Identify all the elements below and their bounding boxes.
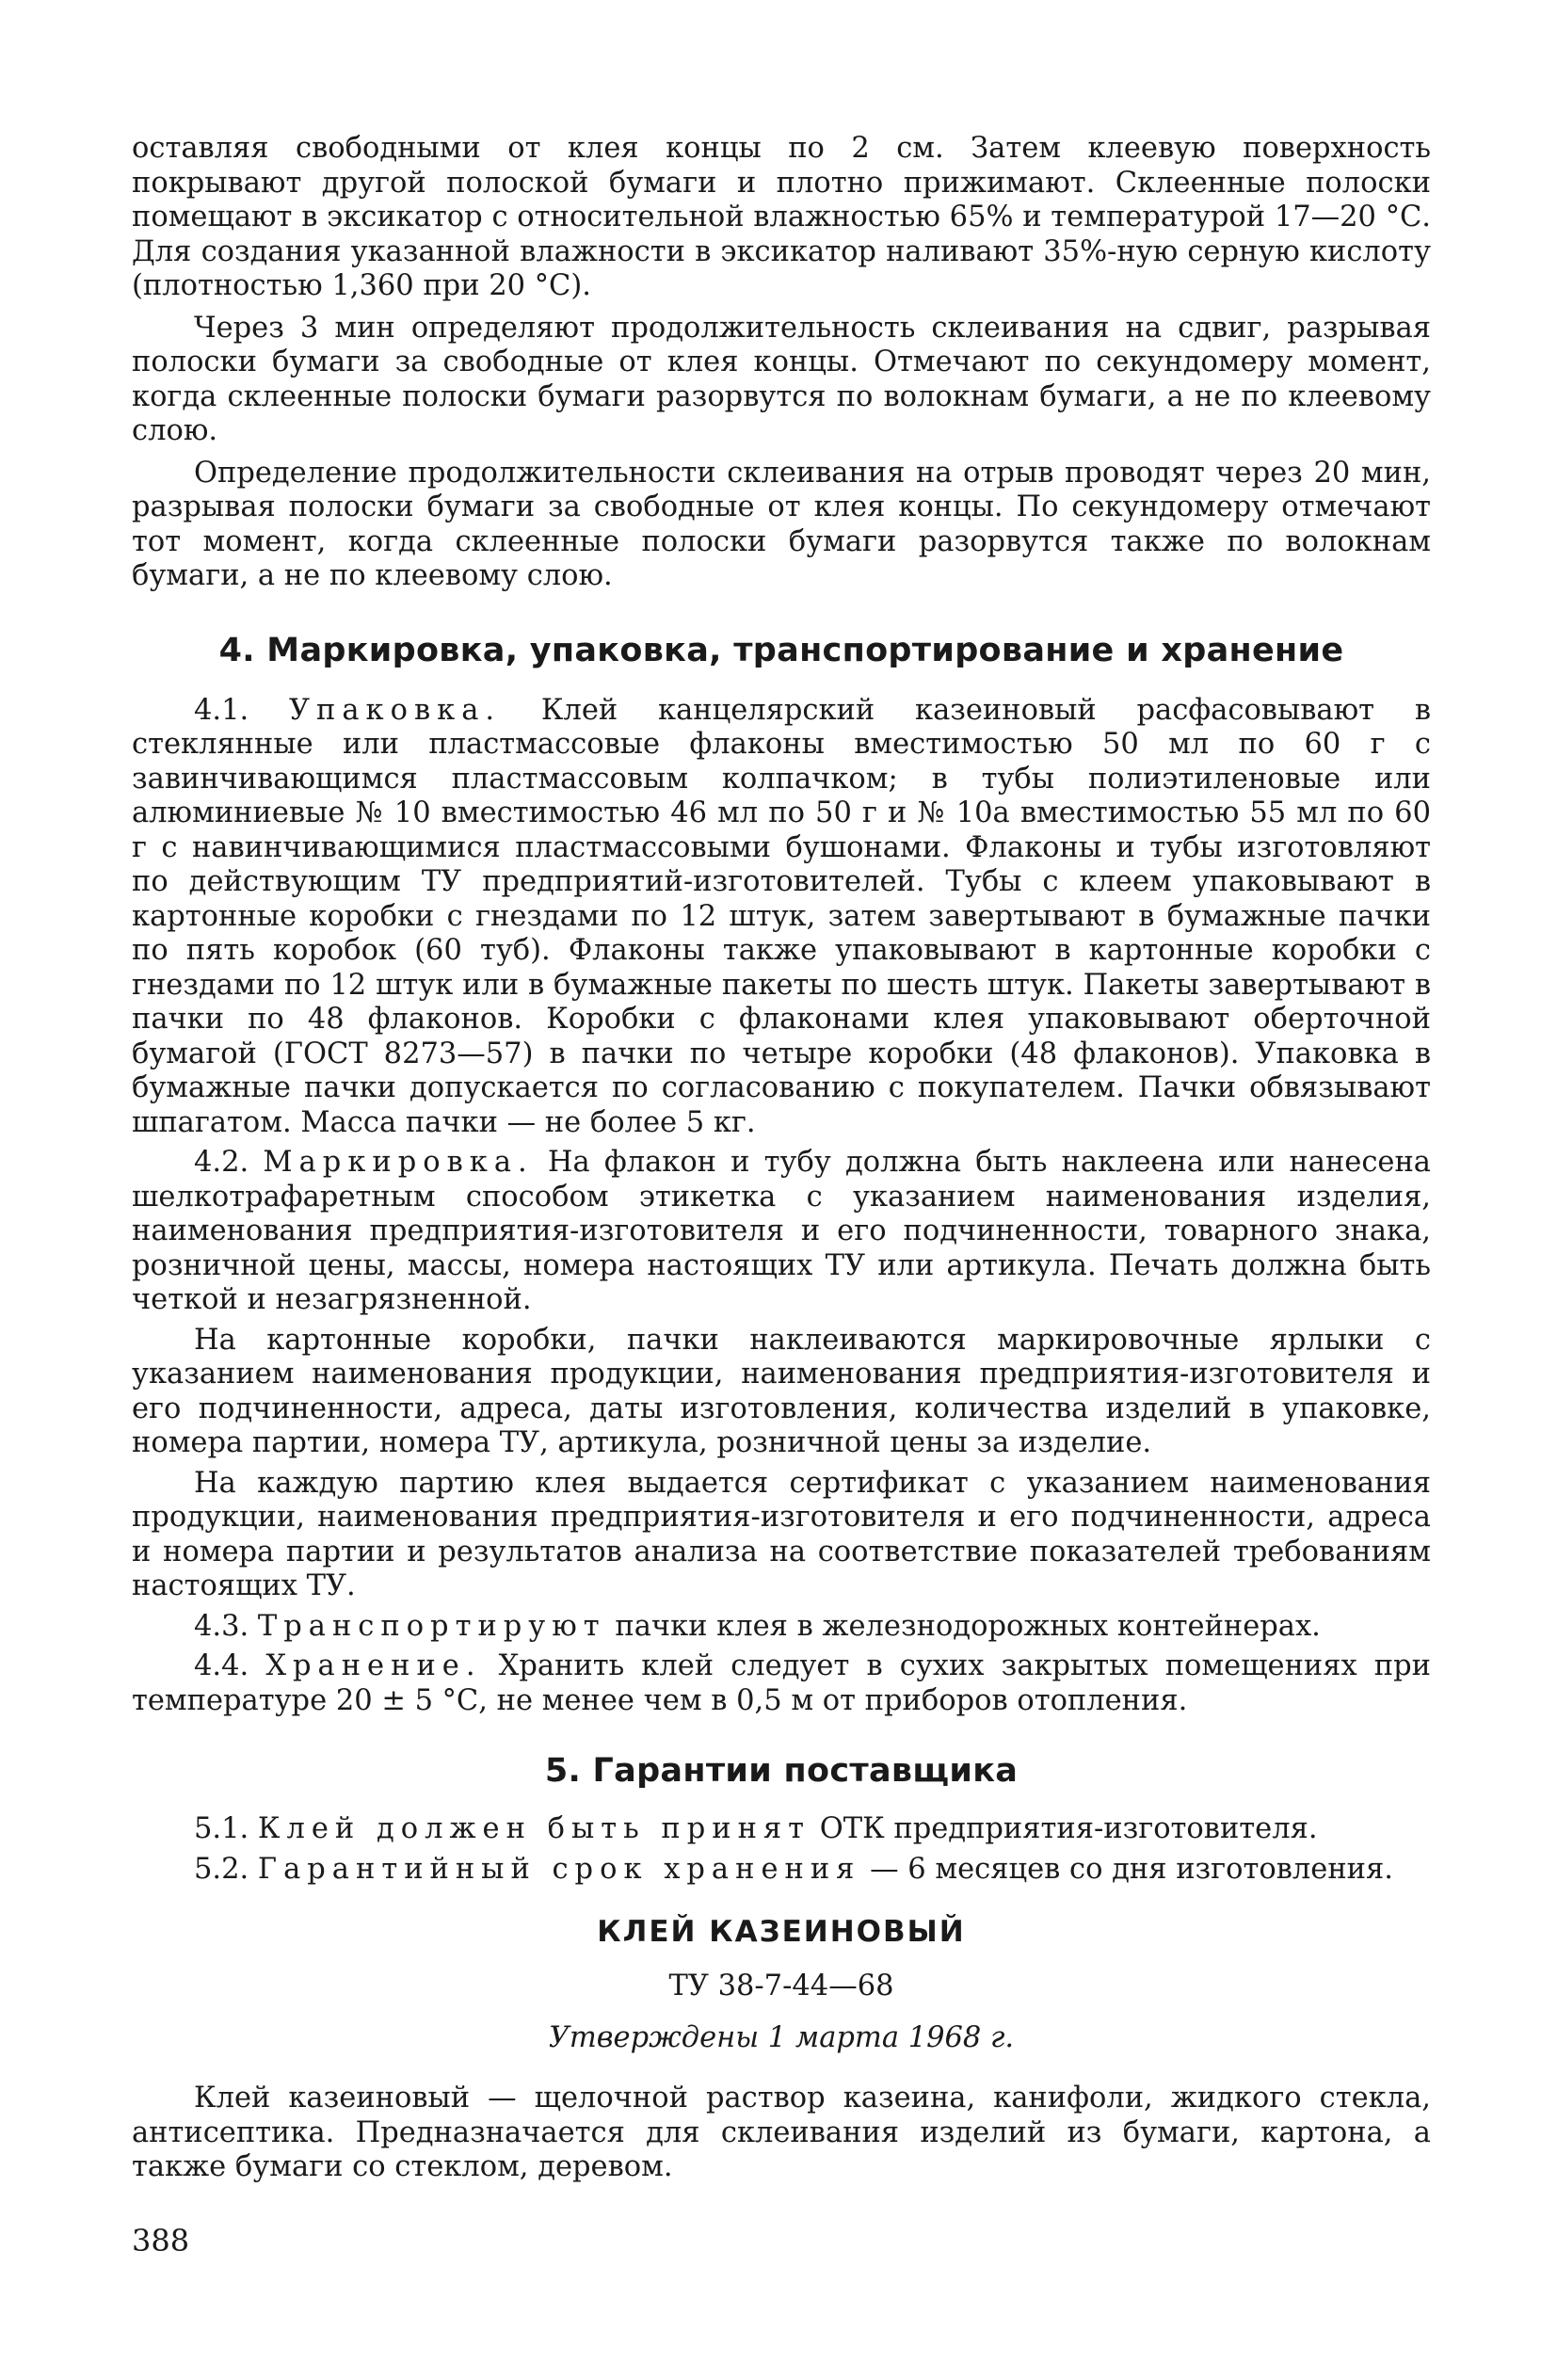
clause-term: Транспортируют — [257, 1609, 606, 1643]
clause-number: 4.4. — [194, 1649, 249, 1682]
clause-term: Хранение. — [265, 1649, 482, 1682]
intro-paragraph-1: оставляя свободными от клея концы по 2 см. Затем клеевую поверхность покрывают другой полоской бумаги и плотно прижимают. Склеенные полоски помещают в эксикатор с относительной влажностью 65% и температурой 17—20 °С. Для создания указанной влажности в эксикатор наливают 35%-ную серную кислоту (плотностью 1,360 при 20 °С). — [132, 132, 1431, 302]
product-approval-date: Утверждены 1 марта 1968 г. — [548, 2020, 1015, 2054]
clause-4-2 — [132, 1146, 1431, 1318]
intro-paragraph-3: Определение продолжительности склеивания на отрыв проводят через 20 мин, разрывая полоски бумаги за свободные от клея концы. По секундомеру отмечают тот момент, когда склеенные полоски бумаги разорвутся также по волокнам бумаги, а не по клеевому слою. — [132, 456, 1431, 592]
clause-text: На флакон и тубу должна быть наклеена или нанесена шелкотрафаретным способом этикетка с указанием наименования изделия, наименования предприятия-изготовителя и его подчиненности, товарного знака, розничной цены, массы, номера настоящих ТУ или артикула. Печать должна быть четкой и незагрязненной. — [132, 1146, 1431, 1316]
clause-text: пачки клея в железнодорожных контейнерах. — [615, 1609, 1321, 1643]
clause-term: Маркировка. — [263, 1146, 534, 1179]
clause-term: Упаковка. — [289, 693, 502, 727]
page-number: 388 — [132, 2222, 190, 2259]
product-description: Клей казеиновый — щелочной раствор казеина, канифоли, жидкого стекла, антисептика. Предназначается для склеивания изделий из бумаги, картона, а также бумаги со стеклом, деревом. — [132, 2082, 1431, 2183]
clause-number: 5.2. — [194, 1852, 249, 1886]
section-4-heading: 4. Маркировка, упаковка, транспортирование и хранение — [218, 631, 1344, 669]
clause-4-4 — [132, 1649, 1431, 1718]
clause-text: Клей канцелярский казеиновый расфасовывают в стеклянные или пластмассовые флаконы вместимостью 50 мл по 60 г с завинчивающимся пластмассовым колпачком; в тубы полиэтиленовые или алюминиевые № 10 вместимостью 46 мл по 50 г и № 10а вместимостью 55 мл по 60 г с навинчивающимися пластмассовыми бушонами. Флаконы и тубы изготовляют по действующим ТУ предприятий-изготовителей. Тубы с клеем упаковывают в картонные коробки с гнездами по 12 штук, затем завертывают в бумажные пачки по пять коробок (60 туб). Флаконы также упаковывают в картонные коробки с гнездами по 12 штук или в бумажные пакеты по шесть штук. Пакеты завертывают в пачки по 48 флаконов. Коробки с флаконами клея упаковывают оберточной бумагой (ГОСТ 8273—57) в пачки по четыре коробки (48 флаконов). Упаковка в бумажные пачки допускается по согласованию с покупателем. Пачки обвязывают шпагатом. Масса пачки — не более 5 кг. — [132, 693, 1431, 1139]
clause-number: 4.2. — [194, 1146, 249, 1179]
clause-4-3 — [132, 1610, 1431, 1645]
product-title: КЛЕЙ КАЗЕИНОВЫЙ — [597, 1915, 966, 1949]
section-5-heading: 5. Гарантии поставщика — [544, 1752, 1019, 1790]
clause-text: ОТК предприятия-изготовителя. — [819, 1812, 1318, 1845]
clause-text: — 6 месяцев со дня изготовления. — [870, 1852, 1393, 1886]
clause-5-1 — [132, 1812, 1431, 1847]
product-tu-number: ТУ 38-7-44—68 — [668, 1970, 894, 2002]
clause-4-2-paragraph-3: На каждую партию клея выдается сертификат с указанием наименования продукции, наименования предприятия-изготовителя и его подчиненности, адреса и номера партии и результатов анализа на соответствие показателей требованиям настоящих ТУ. — [132, 1466, 1431, 1602]
clause-term: Клей должен быть принят — [257, 1812, 811, 1845]
clause-5-2 — [132, 1853, 1431, 1888]
clause-4-2-paragraph-2: На картонные коробки, пачки наклеиваются маркировочные ярлыки с указанием наименования продукции, наименования предприятия-изготовителя и его подчиненности, адреса, даты изготовления, количества изделий в упаковке, номера партии, номера ТУ, артикула, розничной цены за изделие. — [132, 1323, 1431, 1459]
clause-number: 4.3. — [194, 1609, 249, 1643]
clause-number: 4.1. — [194, 693, 249, 727]
intro-paragraph-2: Через 3 мин определяют продолжительность склеивания на сдвиг, разрывая полоски бумаги за свободные от клея концы. Отмечают по секундомеру момент, когда склеенные полоски бумаги разорвутся по волокнам бумаги, а не по клеевому слою. — [132, 311, 1431, 447]
clause-text: Хранить клей следует в сухих закрытых помещениях при температуре 20 ± 5 °С, не менее чем в 0,5 м от приборов отопления. — [132, 1649, 1431, 1717]
page-body — [132, 132, 1431, 2259]
clause-term: Гарантийный срок хранения — [257, 1852, 861, 1886]
clause-4-1 — [132, 694, 1431, 1141]
clause-number: 5.1. — [194, 1812, 249, 1845]
